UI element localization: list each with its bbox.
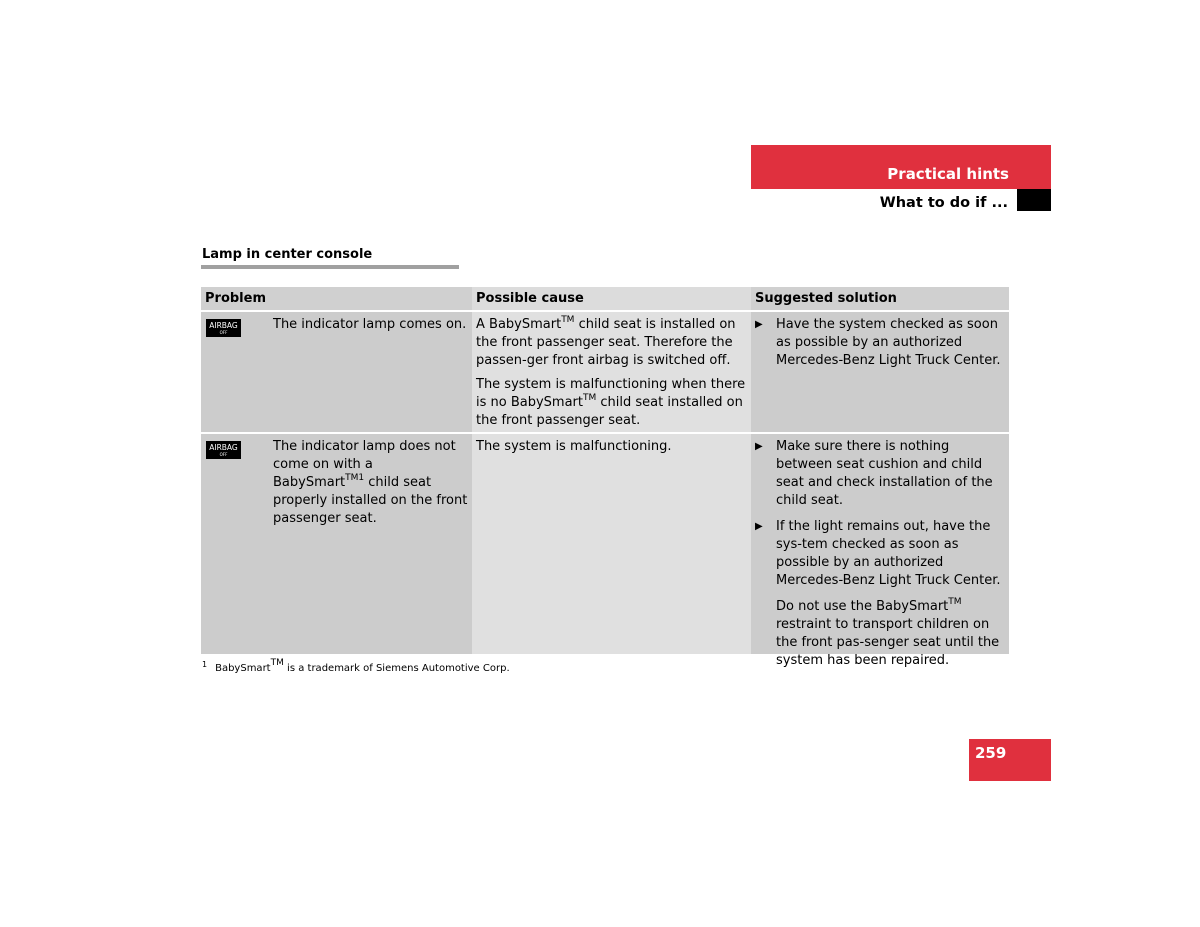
chapter-header-band [751, 145, 1051, 189]
bullet-arrow-icon: ▶ [755, 521, 763, 532]
row1-cause-cell [472, 312, 751, 432]
row2-problem-text: The indicator lamp does not come on with a BabySmart$^{TM1}$ child seat properly installed on the front passenger seat. [273, 439, 468, 526]
footnote: $^1$ BabySmart™ is a trademark of Siemens Automotive Corp. [202, 658, 510, 674]
header-solution: Suggested solution [751, 287, 1009, 310]
section-title: Lamp in center console [202, 247, 373, 262]
bullet-arrow-icon: ▶ [755, 441, 763, 452]
chapter-title: Practical hints [887, 165, 1009, 183]
row2-solution-note: Do not use the BabySmart™ restraint to transport children on the front pas-senger seat until the system has been repaired. [776, 597, 1000, 668]
header-cause: Possible cause [472, 287, 751, 310]
row2-solution-1: ▶ Make sure there is nothing between seat cushion and child seat and check installation of the child seat. [755, 439, 993, 508]
header-marker [1017, 189, 1051, 211]
row1-cause-1: A BabySmart™ child seat is installed on the front passenger seat. Therefore the passen-ger front airbag is switched off. [476, 315, 736, 368]
row1-problem-text: The indicator lamp comes on. [273, 317, 467, 332]
row2-cause-cell [472, 434, 751, 654]
page-number-badge [969, 739, 1051, 781]
row1-problem-cell [201, 312, 472, 432]
row2-problem-cell [201, 434, 472, 654]
airbag-off-icon: AIRBAG OFF [206, 319, 241, 337]
section-rule [201, 265, 459, 269]
row1-solution-cell [751, 312, 1009, 432]
row1-solution-1: ▶ Have the system checked as soon as possible by an authorized Mercedes-Benz Light Truck Center. [755, 317, 1001, 368]
row2-cause-1: The system is malfunctioning. [476, 439, 672, 454]
row2-solution-2: ▶ If the light remains out, have the sys-tem checked as soon as possible by an authorized Mercedes-Benz Light Truck Center. [755, 519, 1001, 588]
bullet-arrow-icon: ▶ [755, 319, 763, 330]
section-subtitle: What to do if ... [879, 195, 1008, 211]
header-problem: Problem [201, 287, 472, 310]
row2-solution-cell [751, 434, 1009, 668]
airbag-off-icon: AIRBAG OFF [206, 441, 241, 459]
page-number: 259 [975, 744, 1007, 762]
row1-cause-2: The system is malfunctioning when there is no BabySmart™ child seat installed on the front passenger seat. [476, 377, 746, 428]
